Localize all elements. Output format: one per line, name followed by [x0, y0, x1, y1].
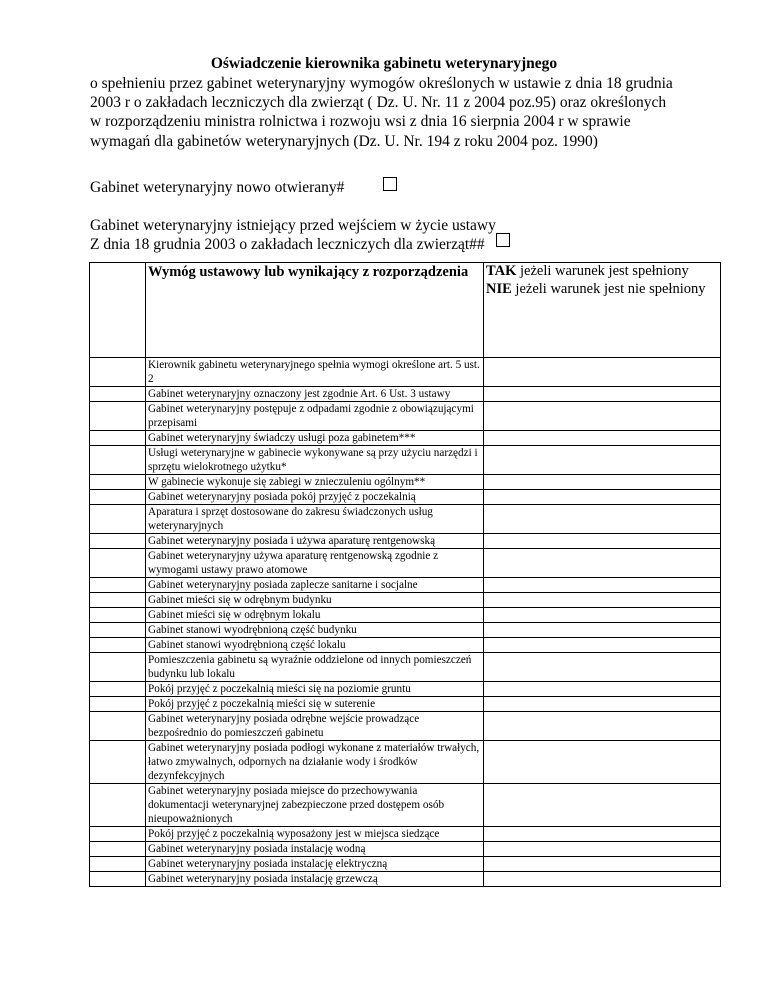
answer-cell[interactable]: [484, 490, 721, 505]
table-row: [90, 638, 721, 653]
yes-condition: jeżeli warunek jest spełniony: [516, 263, 689, 279]
requirement-cell: Gabinet weterynaryjny oznaczony jest zgodnie Art. 6 Ust. 3 ustawy: [146, 387, 484, 402]
table-row: [90, 857, 721, 872]
answer-cell[interactable]: [484, 505, 721, 534]
answer-cell[interactable]: [484, 608, 721, 623]
table-row: [90, 490, 721, 505]
lp-cell: [90, 387, 146, 402]
answer-cell[interactable]: [484, 857, 721, 872]
answer-cell[interactable]: [484, 784, 721, 827]
option-new-checkbox[interactable]: [383, 177, 397, 191]
requirement-cell: Pokój przyjęć z poczekalnią mieści się na poziomie gruntu: [146, 682, 484, 697]
answer-cell[interactable]: [484, 431, 721, 446]
lp-header-cell: [90, 263, 146, 358]
lp-cell: [90, 872, 146, 887]
lp-cell: [90, 475, 146, 490]
lp-cell: [90, 534, 146, 549]
answer-cell[interactable]: [484, 358, 721, 387]
lp-cell: [90, 697, 146, 712]
answer-cell[interactable]: [484, 446, 721, 475]
yes-word: TAK: [486, 263, 517, 279]
answer-cell[interactable]: [484, 578, 721, 593]
table-row: [90, 387, 721, 402]
lp-cell: [90, 446, 146, 475]
intro-paragraph: [90, 74, 690, 151]
requirement-cell: Gabinet weterynaryjny posiada i używa aparaturę rentgenowską: [146, 534, 484, 549]
requirement-cell: Pomieszczenia gabinetu są wyraźnie oddzielone od innych pomieszczeń budynku lub lokalu: [146, 653, 484, 682]
requirement-header: Wymóg ustawowy lub wynikający z rozporządzenia: [148, 264, 469, 280]
table-row: [90, 784, 721, 827]
table-row: [90, 358, 721, 387]
requirement-cell: Gabinet weterynaryjny posiada pokój przyjęć z poczekalnią: [146, 490, 484, 505]
table-row: [90, 446, 721, 475]
option-existing-checkbox[interactable]: [496, 233, 510, 247]
lp-cell: [90, 827, 146, 842]
answer-cell[interactable]: [484, 638, 721, 653]
requirement-cell: Gabinet weterynaryjny posiada instalację elektryczną: [146, 857, 484, 872]
requirements-table: [89, 262, 721, 887]
table-row: [90, 505, 721, 534]
lp-cell: [90, 712, 146, 741]
answer-cell[interactable]: [484, 549, 721, 578]
lp-cell: [90, 358, 146, 387]
requirement-cell: Gabinet stanowi wyodrębnioną część budynku: [146, 623, 484, 638]
requirement-cell: Gabinet weterynaryjny postępuje z odpadami zgodnie z obowiązującymi przepisami: [146, 402, 484, 431]
lp-cell: [90, 549, 146, 578]
lp-cell: [90, 784, 146, 827]
requirement-cell: Gabinet weterynaryjny posiada podłogi wykonane z materiałów trwałych, łatwo zmywalnych, odpornych na działanie wody i środków dezynfekcyjnych: [146, 741, 484, 784]
requirement-cell: Pokój przyjęć z poczekalnią mieści się w suterenie: [146, 697, 484, 712]
table-row: [90, 842, 721, 857]
requirement-cell: Usługi weterynaryjne w gabinecie wykonywane są przy użyciu narzędzi i sprzętu wielokrotnego użytku*: [146, 446, 484, 475]
yes-no-header: [486, 263, 718, 298]
table-row: [90, 872, 721, 887]
requirement-cell: Gabinet stanowi wyodrębnioną część lokalu: [146, 638, 484, 653]
requirement-cell: Gabinet mieści się w odrębnym lokalu: [146, 608, 484, 623]
lp-cell: [90, 857, 146, 872]
option-existing-line: Z dnia 18 grudnia 2003 o zakładach leczniczych dla zwierząt##: [90, 236, 485, 253]
table-row: [90, 608, 721, 623]
table-row: [90, 402, 721, 431]
lp-cell: [90, 623, 146, 638]
lp-cell: [90, 402, 146, 431]
requirement-cell: W gabinecie wykonuje się zabiegi w znieczuleniu ogólnym**: [146, 475, 484, 490]
table-row: [90, 827, 721, 842]
table-header-row: [90, 263, 721, 358]
intro-line: 2003 r o zakładach leczniczych dla zwierząt ( Dz. U. Nr. 11 z 2004 poz.95) oraz określonych: [90, 94, 667, 112]
lp-cell: [90, 490, 146, 505]
lp-cell: [90, 741, 146, 784]
table-row: [90, 578, 721, 593]
answer-cell[interactable]: [484, 741, 721, 784]
lp-cell: [90, 578, 146, 593]
answer-cell[interactable]: [484, 623, 721, 638]
yes-no-header-cell: [484, 263, 721, 358]
lp-cell: [90, 431, 146, 446]
answer-cell[interactable]: [484, 653, 721, 682]
requirement-header-cell: [146, 263, 484, 358]
answer-cell[interactable]: [484, 712, 721, 741]
requirement-cell: Gabinet weterynaryjny świadczy usługi poza gabinetem***: [146, 431, 484, 446]
table-row: [90, 682, 721, 697]
answer-cell[interactable]: [484, 827, 721, 842]
table-row: [90, 653, 721, 682]
table-row: [90, 623, 721, 638]
table-row: [90, 593, 721, 608]
answer-cell[interactable]: [484, 697, 721, 712]
table-row: [90, 712, 721, 741]
answer-cell[interactable]: [484, 534, 721, 549]
requirement-cell: Gabinet weterynaryjny posiada odrębne wejście prowadzące bezpośrednio do pomieszczeń gabinetu: [146, 712, 484, 741]
table-row: [90, 741, 721, 784]
lp-cell: [90, 682, 146, 697]
table-row: [90, 431, 721, 446]
answer-cell[interactable]: [484, 682, 721, 697]
document-title: Oświadczenie kierownika gabinetu weterynaryjnego: [210, 55, 558, 72]
no-condition: jeżeli warunek jest nie spełniony: [511, 280, 706, 297]
intro-line: o spełnieniu przez gabinet weterynaryjny wymogów określonych w ustawie z dnia 18 grudnia: [90, 75, 673, 92]
requirement-cell: Gabinet weterynaryjny posiada instalację grzewczą: [146, 872, 484, 887]
table-row: [90, 549, 721, 578]
table-row: [90, 475, 721, 490]
lp-cell: [90, 638, 146, 653]
option-existing-line: Gabinet weterynaryjny istniejący przed wejściem w życie ustawy: [90, 217, 496, 234]
intro-line: wymagań dla gabinetów weterynaryjnych (Dz. U. Nr. 194 z roku 2004 poz. 1990): [90, 132, 598, 150]
lp-cell: [90, 505, 146, 534]
requirement-cell: Gabinet mieści się w odrębnym budynku: [146, 593, 484, 608]
lp-cell: [90, 653, 146, 682]
lp-cell: [90, 608, 146, 623]
requirement-cell: Kierownik gabinetu weterynaryjnego spełnia wymogi określone art. 5 ust. 2: [146, 358, 484, 387]
no-word: NIE: [486, 280, 512, 297]
intro-line: w rozporządzeniu ministra rolnictwa i rozwoju wsi z dnia 16 sierpnia 2004 r w sprawie: [90, 113, 631, 131]
requirement-cell: Gabinet weterynaryjny posiada instalację wodną: [146, 842, 484, 857]
answer-cell[interactable]: [484, 872, 721, 887]
answer-cell[interactable]: [484, 402, 721, 431]
option-existing-label: [90, 216, 496, 254]
requirement-cell: Aparatura i sprzęt dostosowane do zakresu świadczonych usług weterynaryjnych: [146, 505, 484, 534]
requirement-cell: Gabinet weterynaryjny posiada zaplecze sanitarne i socjalne: [146, 578, 484, 593]
answer-cell[interactable]: [484, 593, 721, 608]
answer-cell[interactable]: [484, 387, 721, 402]
lp-cell: [90, 593, 146, 608]
table-row: [90, 697, 721, 712]
option-new-label: Gabinet weterynaryjny nowo otwierany#: [90, 179, 345, 196]
requirement-cell: Pokój przyjęć z poczekalnią wyposażony jest w miejsca siedzące: [146, 827, 484, 842]
table-row: [90, 534, 721, 549]
answer-cell[interactable]: [484, 842, 721, 857]
lp-cell: [90, 842, 146, 857]
requirement-cell: Gabinet weterynaryjny posiada miejsce do przechowywania dokumentacji weterynaryjnej zabezpieczone przed dostępem osób nieupoważnionych: [146, 784, 484, 827]
requirement-cell: Gabinet weterynaryjny używa aparaturę rentgenowską zgodnie z wymogami ustawy prawo atomowe: [146, 549, 484, 578]
answer-cell[interactable]: [484, 475, 721, 490]
